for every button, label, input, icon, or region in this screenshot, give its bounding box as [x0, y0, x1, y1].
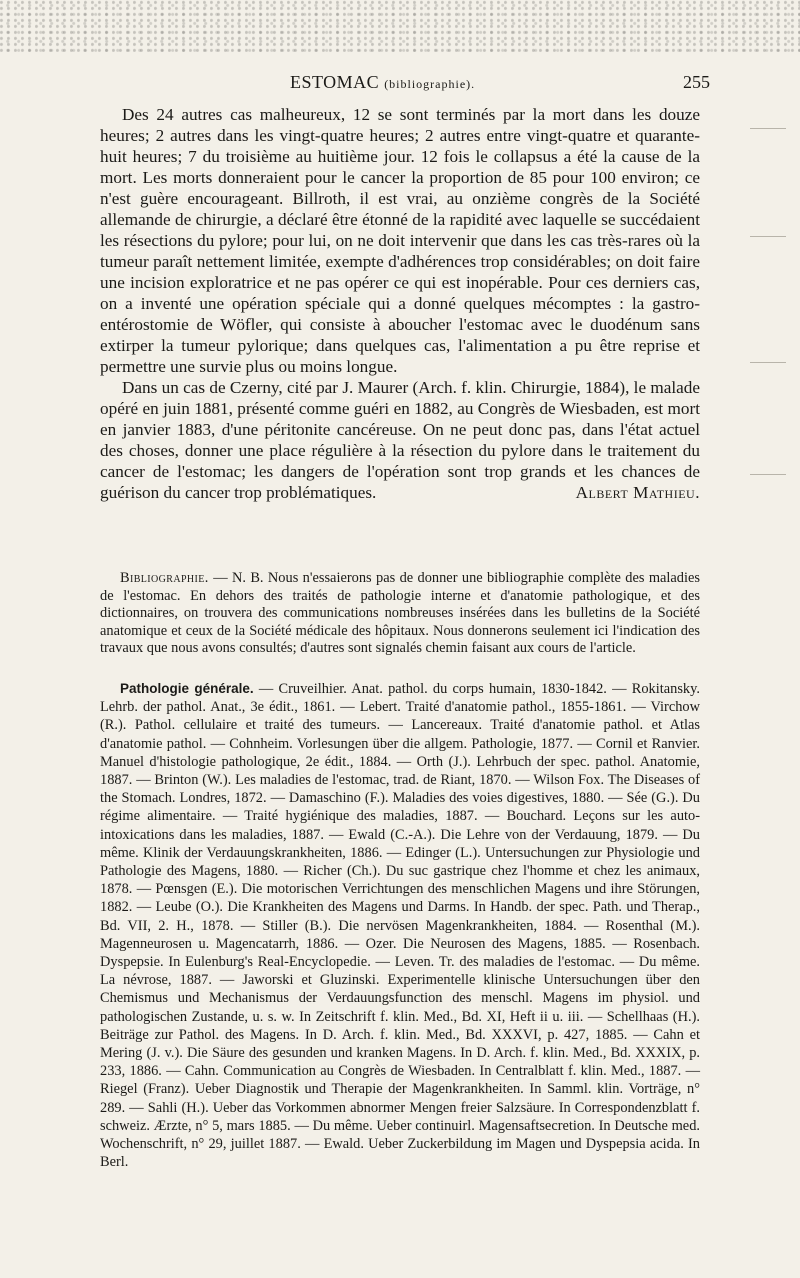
bibliography-note-text: — N. B. Nous n'essaierons pas de donner une bibliographie complète des maladies de l'estomac. En dehors des traités de pathologie interne et d'anatomie pathologique, et des dictionnaires, on trouvera des communications nombreuses insérées dans les bulletins de la Société anatomique et ceux de la Société médicale des hôpitaux. Nous donnerons seulement ici l'indication des travaux que nous avons consultés; d'autres sont signalés chemin faisant aux cours de l'article.	[100, 570, 700, 656]
main-text	[100, 104, 700, 503]
page-number: 255	[683, 72, 710, 92]
bibliography-note-label: Bibliographie.	[120, 570, 209, 586]
bibliography-note	[100, 570, 700, 658]
margin-mark	[750, 128, 786, 129]
bibliography-heading: Pathologie générale.	[120, 681, 254, 696]
running-title-sub: (bibliographie).	[384, 77, 476, 91]
author-signature: Albert Mathieu.	[575, 483, 700, 502]
margin-mark	[750, 362, 786, 363]
running-title-main: ESTOMAC	[290, 72, 380, 92]
page-edge-noise	[0, 0, 800, 52]
margin-mark	[750, 474, 786, 475]
running-title	[290, 72, 475, 93]
paragraph-1: Des 24 autres cas malheureux, 12 se sont terminés par la mort dans les douze heures; 2 autres dans les vingt-quatre heures; 2 autres entre vingt-quatre et quarante-huit heures; 7 du troisième au huitième jour. 12 fois le collapsus a été la cause de la mort. Les morts donneraient pour le cancer la proportion de 85 pour 100 environ; ce n'est guère encourageant. Billroth, il est vrai, au onzième congrès de la Société allemande de chirurgie, a déclaré être étonné de la rapidité avec laquelle se succédaient les résections du pylore; pour lui, on ne doit intervenir que dans les cas très-rares où la tumeur paraît nettement limitée, exempte d'adhérences trop considérables; on doit faire une incision exploratrice et ne pas opérer ce qui est inopérable. Pour ces derniers cas, on a inventé une opération spéciale qui a donné quelques mécomptes : la gastro-entérostomie de Wöfler, qui consiste à aboucher l'estomac avec le duodénum sans extirper la tumeur pylorique; dans quelques cas, l'alimentation a pu être reprise et permettre une survie plus ou moins longue.	[100, 105, 700, 376]
running-header	[100, 72, 710, 96]
bibliography-entry-list	[100, 680, 700, 1171]
bibliography-note-paragraph	[100, 570, 700, 658]
margin-mark	[750, 236, 786, 237]
paragraph-2: Dans un cas de Czerny, cité par J. Maurer (Arch. f. klin. Chirurgie, 1884), le malade opéré en juin 1881, présenté comme guéri en 1882, au Congrès de Wiesbaden, est mort en janvier 1883, d'une péritonite cancéreuse. On ne peut donc pas, dans l'état actuel des choses, donner une place régulière à la résection du pylore dans le traitement du cancer de l'estomac; les dangers de l'opération sont trop grands et les chances de guérison du cancer trop problématiques.	[100, 378, 700, 502]
bibliography-general	[100, 680, 700, 1171]
bibliography-text: — Cruveilhier. Anat. pathol. du corps humain, 1830-1842. — Rokitansky. Lehrb. der pathol. Anat., 3e édit., 1861. — Lebert. Traité d'anatomie pathol., 1855-1861. — Virchow (R.). Pathol. cellulaire et traité des tumeurs. — Lancereaux. Traité d'anatomie pathol. et Atlas d'anatomie pathol. — Cohnheim. Vorlesungen über die allgem. Pathologie, 1877. — Cornil et Ranvier. Manuel d'histologie pathologique, 2e édit., 1884. — Orth (J.). Lehrbuch der spec. pathol. Anatomie, 1887. — Brinton (W.). Les maladies de l'estomac, trad. de Riant, 1870. — Wilson Fox. The Diseases of the Stomach. Londres, 1872. — Damaschino (F.). Maladies des voies digestives, 1880. — Sée (G.). Du régime alimentaire. — Traité hygiénique des maladies, 1887. — Bouchard. Leçons sur les auto-intoxications dans les maladies, 1887. — Ewald (C.-A.). Die Lehre von der Verdauung, 1879. — Du même. Klinik der Verdauungskrankheiten, 1886. — Edinger (L.). Untersuchungen zur Physiologie und Pathologie des Magens, 1880. — Richer (Ch.). Du suc gastrique chez l'homme et chez les animaux, 1878. — Pœnsgen (E.). Die motorischen Verrichtungen des menschlichen Magens und ihre Störungen, 1882. — Leube (O.). Die Krankheiten des Magens und Darms. In Handb. der spec. Path. und Therap., Bd. VII, 2. H., 1878. — Stiller (B.). Die nervösen Magenkrankheiten, 1884. — Rosenthal (M.). Magenneurosen u. Magencatarrh, 1886. — Ozer. Die Neurosen des Magens, 1885. — Rosenbach. Dyspepsie. In Eulenburg's Real-Encyclopedie. — Leven. Tr. des maladies de l'estomac. — Du même. La névrose, 1887. — Jaworski et Gluzinski. Experimentelle klinische Untersuchungen über den Chemismus und Mechanismus der Verdauungsfunction des menschl. Magens im physiol. und pathologischen Zustande, u. s. w. In Zeitschrift f. klin. Med., Bd. XI, Heft ii u. iii. — Schellhaas (H.). Beiträge zur Pathol. des Magens. In D. Arch. f. klin. Med., Bd. XXXVI, p. 427, 1885. — Cahn et Mering (J. v.). Die Säure des gesunden und kranken Magens. In D. Arch. f. klin. Med., Bd. XXXIX, p. 233, 1886. — Cahn. Communication au Congrès de Wiesbaden. In Centralblatt f. klin. Med., 1887. — Riegel (Franz). Ueber Diagnostik und Therapie der Magenkrankheiten. In Samml. klin. Vorträge, n° 289. — Sahli (H.). Ueber das Vorkommen abnormer Mengen freier Salzsäure. In Correspondenzblatt f. schweiz. Ærzte, n° 5, mars 1885. — Du même. Ueber continuirl. Magensaftsecretion. In Deutsche med. Wochenschrift, n° 29, juillet 1887. — Ewald. Ueber Zuckerbildung im Magen und Dyspepsia acida. In Berl.	[100, 681, 700, 1171]
